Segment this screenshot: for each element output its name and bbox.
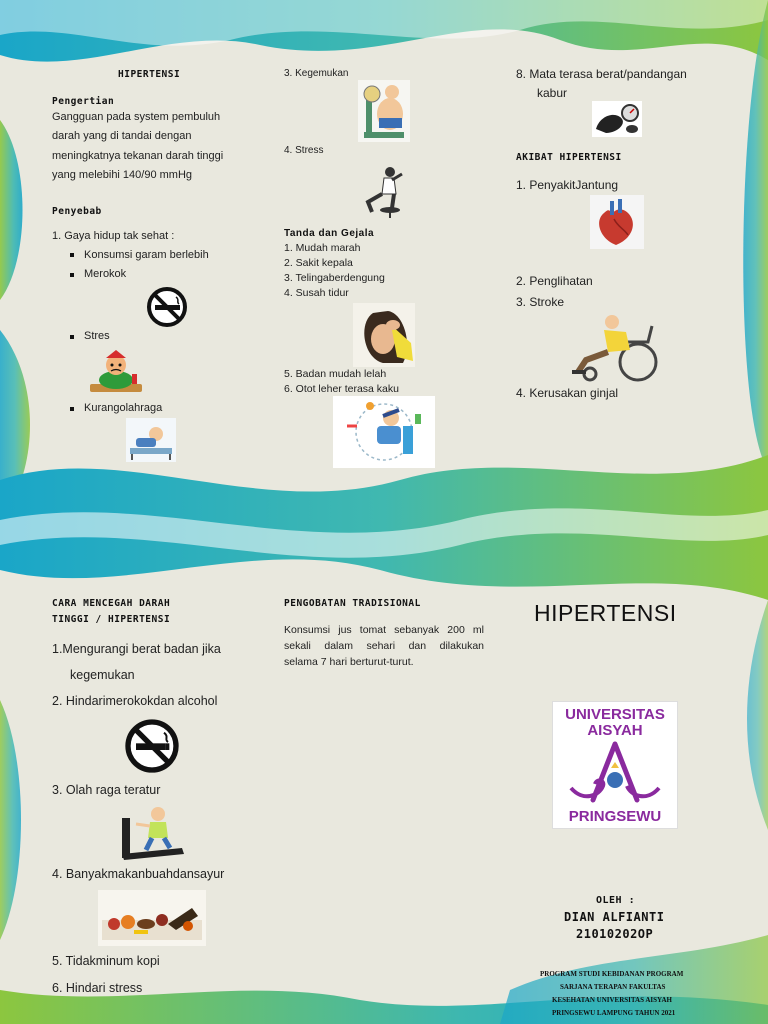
- cause-bullet-3: Stres: [84, 330, 110, 342]
- pengertian-line-3: meningkatnya tekanan darah tinggi: [52, 150, 224, 162]
- no-smoking-icon: [124, 718, 180, 774]
- tanda-6: 6. Otot leher terasa kaku: [284, 383, 399, 395]
- cover-title: HIPERTENSI: [534, 600, 677, 626]
- tanda-2: 2. Sakit kepala: [284, 257, 353, 269]
- tanda-1: 1. Mudah marah: [284, 242, 361, 254]
- university-logo: [552, 701, 678, 829]
- prevention-heading-line-1: CARA MENCEGAH DARAH: [52, 598, 171, 609]
- pengertian-line-2: darah yang di tandai dengan: [52, 130, 192, 142]
- pengertian-line-1: Gangguan pada system pembuluh: [52, 111, 221, 123]
- pengertian-label: Pengertian: [52, 96, 115, 107]
- penyebab-label: Penyebab: [52, 206, 102, 217]
- akibat-2: 2. Penglihatan: [516, 274, 593, 288]
- traditional-line-2: sekali dalam sehari dan dilakukan: [284, 640, 484, 652]
- tanda-3: 3. Telingaberdengung: [284, 272, 385, 284]
- program-line-3: KESEHATAN UNIVERSITAS AISYAH: [552, 996, 672, 1004]
- akibat-4: 4. Kerusakan ginjal: [516, 386, 619, 400]
- traditional-line-1: Konsumsi jus tomat sebanyak 200 ml: [284, 624, 484, 636]
- cause-item-3: 3. Kegemukan: [284, 68, 349, 79]
- treadmill-exercise-icon: [118, 804, 186, 860]
- author-nim: 21010202OP: [576, 927, 654, 941]
- heading-hipertensi: HIPERTENSI: [118, 69, 181, 80]
- akibat-label: AKIBAT HIPERTENSI: [516, 152, 622, 163]
- traditional-heading: PENGOBATAN TRADISIONAL: [284, 598, 421, 609]
- tanda-label: Tanda dan Gejala: [284, 228, 375, 239]
- cause-1: 1. Gaya hidup tak sehat :: [52, 230, 175, 242]
- program-line-4: PRINGSEWU LAMPUNG TAHUN 2021: [552, 1009, 676, 1017]
- cause-item-8-line-1: 8. Mata terasa berat/pandangan: [516, 67, 687, 81]
- logo-emblem: [563, 740, 667, 808]
- akibat-1: 1. PenyakitJantung: [516, 178, 619, 192]
- cause-bullet-2: Merokok: [84, 268, 127, 280]
- author-name: DIAN ALFIANTI: [564, 910, 665, 924]
- prevention-2: 2. Hindarimerokokdan alcohol: [52, 694, 218, 708]
- prevention-4: 4. Banyakmakanbuahdansayur: [52, 867, 225, 881]
- prevention-6: 6. Hindari stress: [52, 981, 143, 995]
- program-line-2: SARJANA TERAPAN FAKULTAS: [560, 983, 666, 991]
- pengertian-line-4: yang melebihi 140/90 mmHg: [52, 169, 193, 181]
- fruits-vegetables-photo: [98, 890, 206, 946]
- prevention-5: 5. Tidakminum kopi: [52, 954, 160, 968]
- program-line-1: PROGRAM STUDI KEBIDANAN PROGRAM: [540, 970, 684, 978]
- akibat-3: 3. Stroke: [516, 295, 565, 309]
- prevention-heading-line-2: TINGGI / HIPERTENSI: [52, 614, 171, 625]
- logo-text-mid: AISYAH: [587, 722, 643, 739]
- tanda-5: 5. Badan mudah lelah: [284, 368, 387, 380]
- tanda-4: 4. Susah tidur: [284, 287, 349, 299]
- logo-text-bottom: PRINGSEWU: [568, 808, 662, 825]
- cause-bullet-1: Konsumsi garam berlebih: [84, 249, 209, 261]
- logo-text-top: UNIVERSITAS: [565, 706, 665, 723]
- oleh-label: OLEH :: [596, 895, 636, 906]
- prevention-1b: kegemukan: [70, 668, 135, 682]
- prevention-1: 1.Mengurangi berat badan jika: [52, 642, 221, 656]
- prevention-3: 3. Olah raga teratur: [52, 783, 161, 797]
- cause-item-4: 4. Stress: [284, 145, 324, 156]
- cause-bullet-4: Kurangolahraga: [84, 402, 163, 414]
- traditional-line-3: selama 7 hari berturut-turut.: [284, 656, 414, 668]
- cause-item-8-line-2: kabur: [537, 86, 568, 100]
- traditional-text: [284, 622, 484, 670]
